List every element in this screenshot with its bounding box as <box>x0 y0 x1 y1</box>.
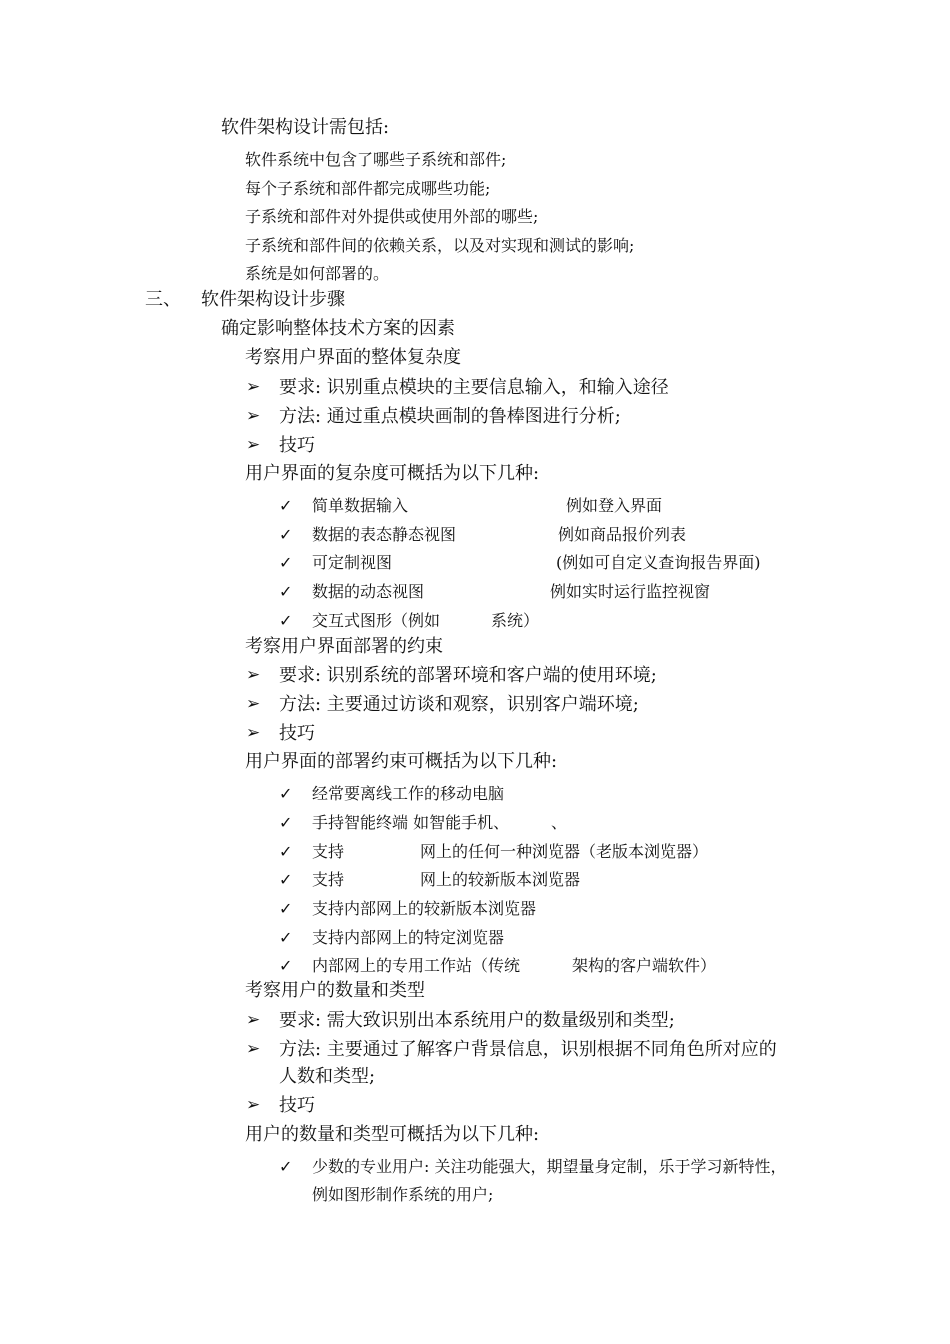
check-item-example: 系统） <box>491 611 540 630</box>
bullet-text: 要求: 识别系统的部署环境和客户端的使用环境; <box>279 665 657 686</box>
arrow-bullet-icon: ➢ <box>246 1095 261 1115</box>
check-icon: ✓ <box>279 611 293 630</box>
check-icon: ✓ <box>279 1157 293 1176</box>
check-item-name: 支持内部网上的较新版本浏览器 <box>312 899 537 918</box>
check-icon: ✓ <box>279 899 293 918</box>
check-item-name: 手持智能终端 如智能手机、 <box>312 813 510 832</box>
arrow-bullet-icon: ➢ <box>246 665 261 685</box>
summary-text: 用户界面的复杂度可概括为以下几种: <box>245 463 540 484</box>
check-icon: ✓ <box>279 553 293 572</box>
arrow-bullet-icon: ➢ <box>246 435 261 455</box>
check-item-name: 数据的表态静态视图 <box>312 525 457 544</box>
bullet-text: 技巧 <box>279 435 315 456</box>
check-icon: ✓ <box>279 525 293 544</box>
arrow-bullet-icon: ➢ <box>246 694 261 714</box>
check-item-example: (例如可自定义查询报告界面) <box>556 553 761 572</box>
arrow-bullet-icon: ➢ <box>246 1010 261 1030</box>
check-item-example: 网上的任何一种浏览器（老版本浏览器） <box>420 842 709 861</box>
arrow-bullet-icon: ➢ <box>246 1039 261 1059</box>
check-icon: ✓ <box>279 813 293 832</box>
intro-item: 系统是如何部署的。 <box>245 264 390 283</box>
bullet-text-continued: 人数和类型; <box>279 1066 376 1087</box>
check-icon: ✓ <box>279 582 293 601</box>
check-item-name: 支持内部网上的特定浏览器 <box>312 928 505 947</box>
check-item-example: 、 <box>551 813 568 832</box>
summary-text: 用户的数量和类型可概括为以下几种: <box>245 1124 540 1145</box>
bullet-text: 要求: 识别重点模块的主要信息输入，和输入途径 <box>279 377 669 398</box>
check-item-example: 例如登入界面 <box>566 496 663 515</box>
bullet-text: 方法: 主要通过访谈和观察，识别客户端环境; <box>279 694 639 715</box>
check-icon: ✓ <box>279 496 293 515</box>
arrow-bullet-icon: ➢ <box>246 723 261 743</box>
check-item-name: 数据的动态视图 <box>312 582 425 601</box>
subsection-heading: 考察用户的数量和类型 <box>245 980 425 1001</box>
check-item-name: 经常要离线工作的移动电脑 <box>312 784 505 803</box>
check-item-name: 交互式图形（例如 <box>312 611 441 630</box>
bullet-text: 技巧 <box>279 1095 315 1116</box>
subsection-heading: 考察用户界面部署的约束 <box>245 636 443 657</box>
bullet-text: 方法: 主要通过了解客户背景信息，识别根据不同角色所对应的 <box>279 1039 777 1060</box>
section-subtitle: 确定影响整体技术方案的因素 <box>221 318 455 339</box>
check-item-example: 网上的较新版本浏览器 <box>420 870 581 889</box>
check-item-name: 少数的专业用户: 关注功能强大，期望量身定制，乐于学习新特性， <box>312 1157 787 1176</box>
summary-text: 用户界面的部署约束可概括为以下几种: <box>245 751 558 772</box>
intro-item: 子系统和部件间的依赖关系，以及对实现和测试的影响; <box>245 236 635 255</box>
bullet-text: 方法: 通过重点模块画制的鲁棒图进行分析; <box>279 406 621 427</box>
check-item-example: 例如实时运行监控视窗 <box>550 582 711 601</box>
check-item-continued: 例如图形制作系统的用户; <box>312 1185 494 1204</box>
intro-item: 每个子系统和部件都完成哪些功能; <box>245 179 491 198</box>
arrow-bullet-icon: ➢ <box>246 377 261 397</box>
check-icon: ✓ <box>279 870 293 889</box>
intro-heading: 软件架构设计需包括: <box>221 117 390 138</box>
check-item-name: 可定制视图 <box>312 553 393 572</box>
check-item-name: 支持 <box>312 842 345 861</box>
section-number: 三、 <box>145 289 181 310</box>
check-item-name: 支持 <box>312 870 345 889</box>
arrow-bullet-icon: ➢ <box>246 406 261 426</box>
check-icon: ✓ <box>279 784 293 803</box>
check-item-example: 例如商品报价列表 <box>558 525 687 544</box>
intro-item: 软件系统中包含了哪些子系统和部件; <box>245 150 507 169</box>
check-item-name: 简单数据输入 <box>312 496 409 515</box>
bullet-text: 要求: 需大致识别出本系统用户的数量级别和类型; <box>279 1010 675 1031</box>
check-icon: ✓ <box>279 842 293 861</box>
intro-item: 子系统和部件对外提供或使用外部的哪些; <box>245 207 539 226</box>
bullet-text: 技巧 <box>279 723 315 744</box>
section-title: 软件架构设计步骤 <box>201 289 345 310</box>
check-item-example: 架构的客户端软件） <box>572 956 717 975</box>
check-icon: ✓ <box>279 928 293 947</box>
subsection-heading: 考察用户界面的整体复杂度 <box>245 347 461 368</box>
check-icon: ✓ <box>279 956 293 975</box>
check-item-name: 内部网上的专用工作站（传统 <box>312 956 521 975</box>
